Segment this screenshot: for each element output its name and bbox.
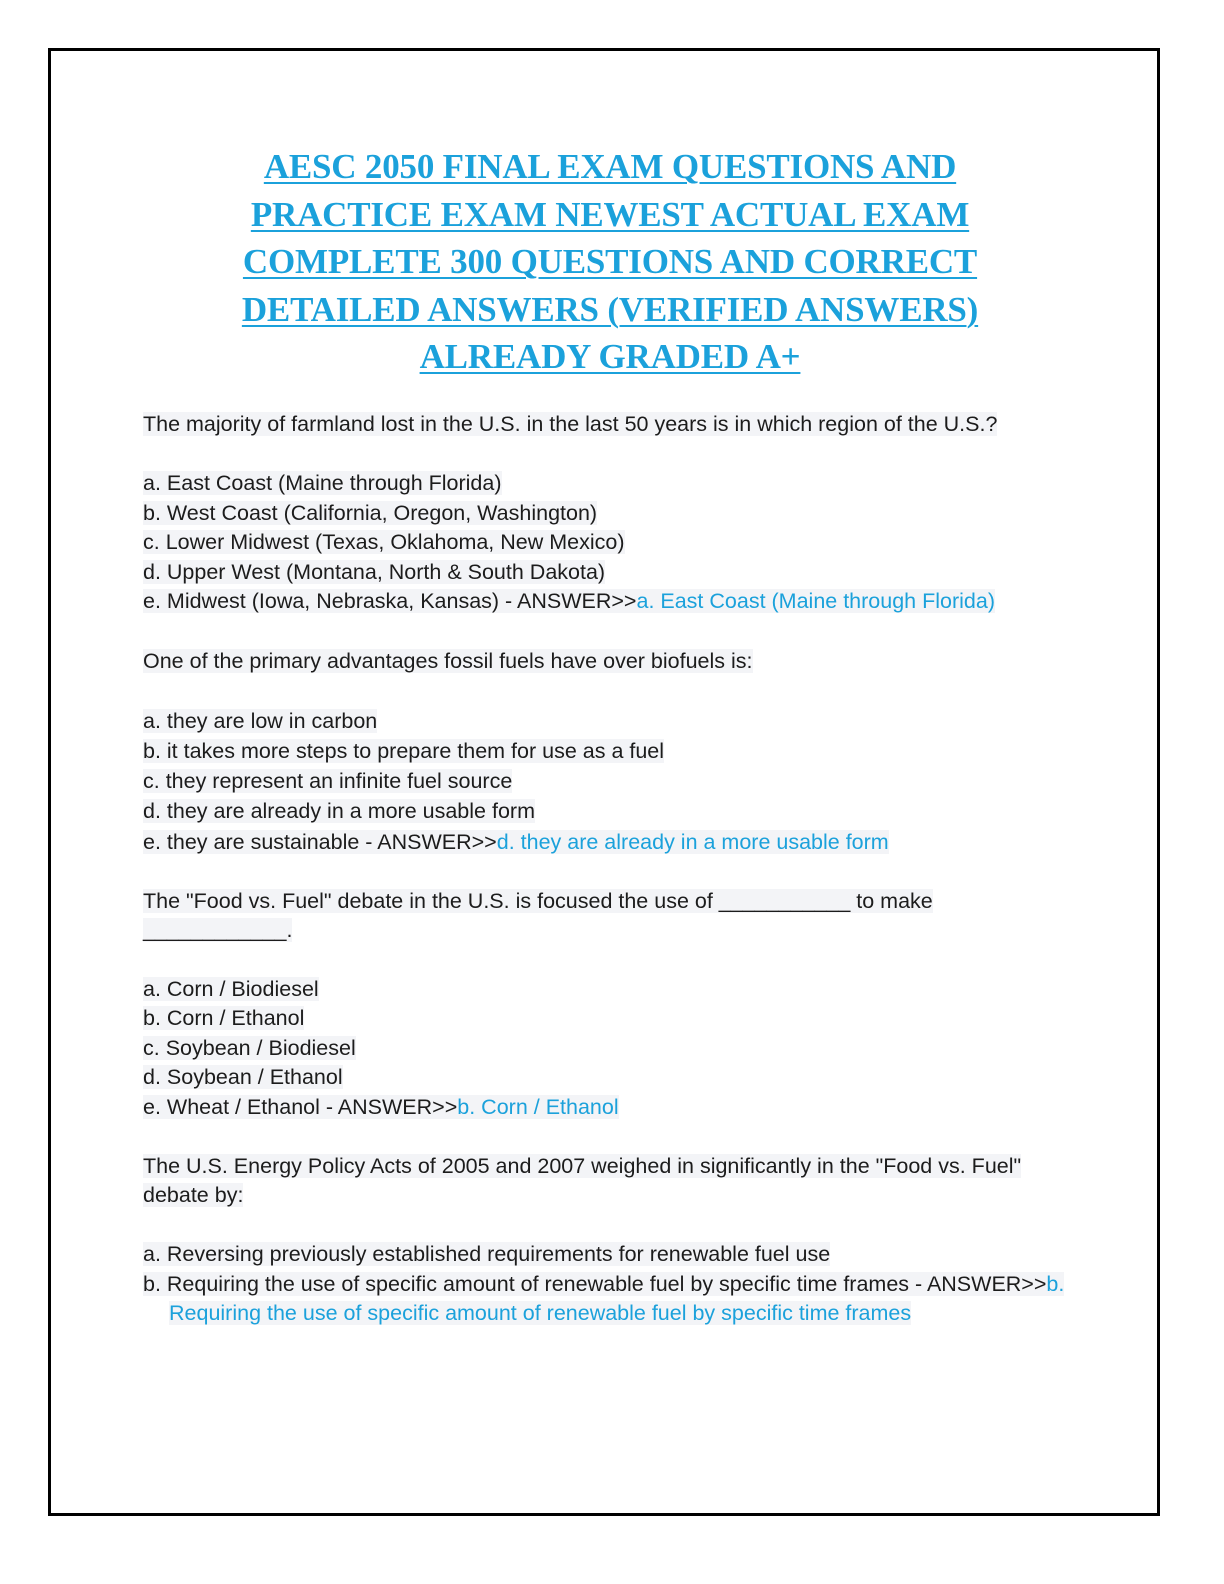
option: c. they represent an infinite fuel source [143, 769, 513, 794]
answer-text: a. East Coast (Maine through Florida) [636, 589, 995, 613]
option-with-answer: e. Wheat / Ethanol - ANSWER>>b. Corn / Ethanol [143, 1094, 619, 1119]
option-with-answer: b. Requiring the use of specific amount of renewable fuel by specific time frames - ANSWER>>b. Requiring the use of specific amount of renewable fuel by specific time frames [143, 1271, 1065, 1326]
document-title [150, 143, 1070, 381]
options-list [143, 469, 1083, 617]
option: d. Upper West (Montana, North & South Dakota) [143, 559, 606, 584]
options-list [143, 975, 1083, 1123]
title-line: AESC 2050 FINAL EXAM QUESTIONS AND [263, 147, 957, 186]
answer-text: d. they are already in a more usable form [496, 829, 889, 854]
options-list [143, 1240, 1083, 1329]
option: a. Reversing previously established requirements for renewable fuel use [143, 1242, 831, 1267]
title-line: PRACTICE EXAM NEWEST ACTUAL EXAM [250, 194, 970, 234]
option: a. Corn / Biodiesel [143, 976, 319, 1001]
title-line: ALREADY GRADED A+ [419, 337, 801, 376]
question-text: The majority of farmland lost in the U.S. in the last 50 years is in which region of the U.S.? [143, 412, 998, 436]
answer-text: b. Requiring the use of specific amount of renewable fuel by specific time frames [169, 1271, 1065, 1326]
question-text: One of the primary advantages fossil fuels have over biofuels is: [143, 648, 753, 673]
option-with-answer: e. they are sustainable - ANSWER>>d. they are already in a more usable form [143, 829, 889, 854]
title-line: COMPLETE 300 QUESTIONS AND CORRECT [242, 242, 978, 281]
option: c. Soybean / Biodiesel [143, 1035, 356, 1060]
answer-text: b. Corn / Ethanol [457, 1094, 619, 1119]
options-list [143, 706, 1083, 857]
option: b. it takes more steps to prepare them for use as a fuel [143, 738, 665, 763]
question-text: The "Food vs. Fuel" debate in the U.S. is focused the use of ___________ to make ____________. [143, 888, 933, 942]
option: a. East Coast (Maine through Florida) [143, 471, 502, 495]
option-with-answer: e. Midwest (Iowa, Nebraska, Kansas) - ANSWER>>a. East Coast (Maine through Florida) [143, 589, 995, 613]
option: d. they are already in a more usable form [143, 799, 535, 824]
option: d. Soybean / Ethanol [143, 1065, 343, 1090]
option: b. West Coast (California, Oregon, Washington) [143, 500, 598, 525]
title-line: DETAILED ANSWERS (VERIFIED ANSWERS) [241, 289, 979, 329]
option: c. Lower Midwest (Texas, Oklahoma, New Mexico) [143, 530, 625, 554]
document-body [143, 410, 1083, 1329]
option: b. Corn / Ethanol [143, 1006, 305, 1031]
question-text: The U.S. Energy Policy Acts of 2005 and 2007 weighed in significantly in the "Food vs. Fuel" debate by: [143, 1154, 1022, 1208]
option: a. they are low in carbon [143, 708, 378, 733]
